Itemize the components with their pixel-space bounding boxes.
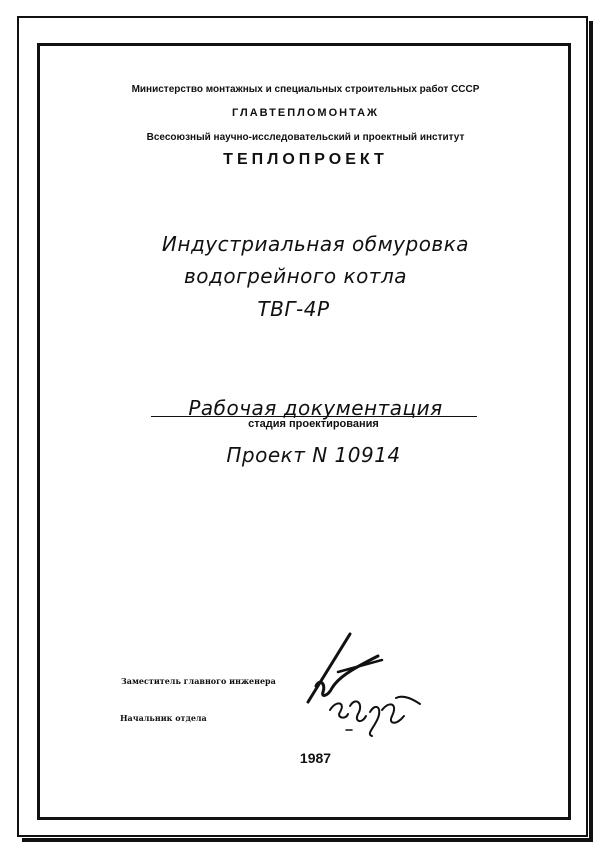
deputy-chief-engineer-label: Заместитель главного инженера xyxy=(121,676,276,686)
department-head-signature xyxy=(326,690,426,738)
documentation-underline xyxy=(151,416,477,417)
institute-description: Всесоюзный научно-исследовательский и проектный институт xyxy=(146,132,465,143)
institute-name: ТЕПЛОПРОЕКТ xyxy=(223,151,388,168)
title-line-3: ТВГ-4Р xyxy=(257,297,330,321)
design-stage: стадия проектирования xyxy=(248,418,379,430)
department-head-label: Начальник отдела xyxy=(120,713,207,723)
documentation-type: Рабочая документация xyxy=(188,396,443,420)
ministry-name: Министерство монтажных и специальных строительных работ СССР xyxy=(131,84,480,95)
trust-name: ГЛАВТЕПЛОМОНТАЖ xyxy=(232,107,379,119)
project-number: Проект N 10914 xyxy=(226,443,401,467)
year: 1987 xyxy=(299,750,332,766)
title-line-2: водогрейного котла xyxy=(183,264,407,288)
title-line-1: Индустриальная обмуровка xyxy=(161,232,470,256)
